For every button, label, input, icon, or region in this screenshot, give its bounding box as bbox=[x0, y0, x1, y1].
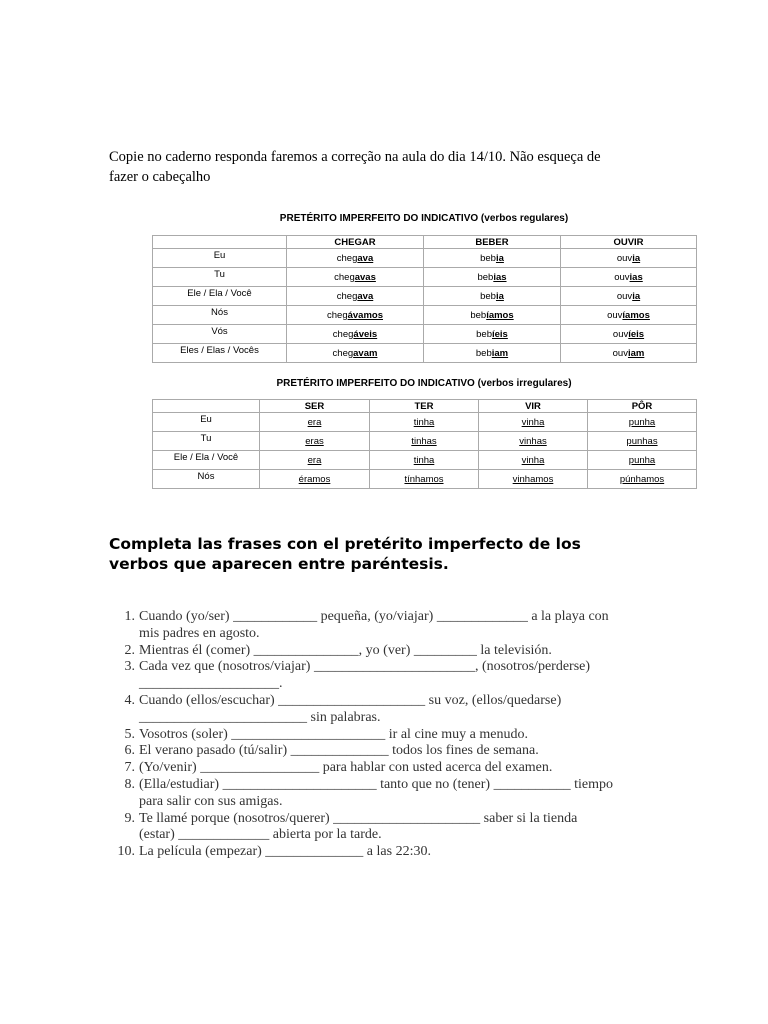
verb-stem: cheg bbox=[332, 347, 354, 359]
table-row bbox=[153, 470, 697, 489]
conjugation-cell bbox=[424, 344, 561, 363]
conjugation-cell bbox=[260, 470, 370, 489]
pronoun-cell: Eu bbox=[153, 249, 287, 268]
verb-form: tínhamos bbox=[404, 473, 444, 485]
verb-ending: ia bbox=[495, 290, 504, 302]
sentence-line: (estar) _____________ abierta por la tarde. bbox=[139, 827, 382, 843]
list-item bbox=[109, 609, 679, 643]
intro-line: fazer o cabeçalho bbox=[109, 169, 211, 185]
verb-stem: beb bbox=[480, 290, 496, 302]
table-header-cell: BEBER bbox=[424, 236, 561, 249]
conjugation-cell bbox=[287, 287, 424, 306]
table-row bbox=[153, 432, 697, 451]
verb-form: vinhas bbox=[519, 435, 547, 447]
conjugation-cell bbox=[287, 249, 424, 268]
conjugation-cell bbox=[479, 470, 588, 489]
list-item bbox=[109, 760, 679, 777]
verb-form: vinha bbox=[521, 454, 545, 466]
sentence-line: (Yo/venir) _________________ para hablar con usted acerca del examen. bbox=[139, 760, 553, 776]
verb-form: tinha bbox=[413, 454, 435, 466]
table-header-cell: VIR bbox=[479, 400, 588, 413]
verb-stem: ouv bbox=[612, 328, 629, 340]
table-header-cell: TER bbox=[370, 400, 479, 413]
conjugation-cell bbox=[561, 344, 697, 363]
verb-stem: beb bbox=[476, 328, 492, 340]
verb-stem: beb bbox=[480, 252, 496, 264]
pronoun-cell: Tu bbox=[153, 268, 287, 287]
item-number: 3. bbox=[124, 659, 135, 675]
table-row bbox=[153, 344, 697, 363]
verb-ending: íamos bbox=[622, 309, 650, 321]
conjugation-cell bbox=[561, 325, 697, 344]
item-number: 2. bbox=[124, 642, 135, 658]
pronoun-cell: Eles / Elas / Vocês bbox=[153, 344, 287, 363]
conjugation-cell bbox=[287, 344, 424, 363]
table-header-cell: SER bbox=[260, 400, 370, 413]
verb-form: punha bbox=[628, 416, 656, 428]
list-item bbox=[109, 659, 679, 693]
item-number: 9. bbox=[124, 810, 135, 826]
verb-ending: ávamos bbox=[347, 309, 383, 321]
sentence-line: mis padres en agosto. bbox=[139, 625, 260, 641]
sentence-line: para salir con sus amigas. bbox=[139, 793, 283, 809]
pronoun-cell: Nós bbox=[153, 306, 287, 325]
sentence-line: ____________________. bbox=[139, 676, 283, 692]
verb-form: eras bbox=[305, 435, 324, 447]
item-number: 6. bbox=[124, 743, 135, 759]
verb-form: era bbox=[307, 416, 322, 428]
pronoun-cell: Vós bbox=[153, 325, 287, 344]
pronoun-cell: Ele / Ela / Você bbox=[153, 451, 260, 470]
conjugation-cell bbox=[370, 432, 479, 451]
sentence-line: Cada vez que (nosotros/viajar) _______________________, (nosotros/perderse) bbox=[139, 659, 591, 675]
verb-form: tinha bbox=[413, 416, 435, 428]
conjugation-cell bbox=[588, 432, 697, 451]
conjugation-cell bbox=[588, 470, 697, 489]
table-row bbox=[153, 306, 697, 325]
table-header-cell: OUVIR bbox=[561, 236, 697, 249]
conjugation-cell bbox=[479, 451, 588, 470]
conjugation-cell bbox=[424, 287, 561, 306]
verb-stem: cheg bbox=[334, 271, 355, 283]
conjugation-cell bbox=[260, 413, 370, 432]
verb-stem: ouv bbox=[614, 271, 630, 283]
verb-form: vinhamos bbox=[512, 473, 554, 485]
regular-verbs-caption: PRETÉRITO IMPERFEITO DO INDICATIVO (verbos regulares) bbox=[279, 213, 569, 224]
intro-line: Copie no caderno responda faremos a correção na aula do dia 14/10. Não esqueça de bbox=[109, 149, 601, 165]
conjugation-cell bbox=[561, 249, 697, 268]
verb-ending: ava bbox=[357, 290, 374, 302]
heading-line: Completa las frases con el pretérito imperfecto de los bbox=[109, 535, 581, 553]
exercise-list bbox=[109, 609, 679, 861]
conjugation-cell bbox=[287, 325, 424, 344]
verb-ending: ias bbox=[493, 271, 507, 283]
verb-ending: íeis bbox=[628, 328, 645, 340]
table-row bbox=[153, 249, 697, 268]
verb-form: tinhas bbox=[411, 435, 437, 447]
verb-ending: ia bbox=[632, 252, 641, 264]
pronoun-cell: Tu bbox=[153, 432, 260, 451]
exercise-heading bbox=[109, 534, 669, 574]
verb-ending: ia bbox=[495, 252, 504, 264]
verb-stem: ouv bbox=[616, 290, 633, 302]
pronoun-cell: Eu bbox=[153, 413, 260, 432]
table-header-cell: CHEGAR bbox=[287, 236, 424, 249]
sentence-line: Te llamé porque (nosotros/querer) _____________________ saber si la tienda bbox=[139, 810, 578, 826]
sentence-line: El verano pasado (tú/salir) ______________ todos los fines de semana. bbox=[139, 743, 539, 759]
list-item bbox=[109, 743, 679, 760]
conjugation-cell bbox=[370, 451, 479, 470]
verb-ending: ia bbox=[632, 290, 641, 302]
conjugation-cell bbox=[561, 306, 697, 325]
conjugation-cell bbox=[260, 432, 370, 451]
irregular-verbs-caption: PRETÉRITO IMPERFEITO DO INDICATIVO (verbos irregulares) bbox=[276, 378, 572, 389]
conjugation-cell bbox=[424, 268, 561, 287]
sentence-line: ________________________ sin palabras. bbox=[139, 709, 381, 725]
irregular-verbs-table bbox=[152, 399, 697, 489]
conjugation-cell bbox=[370, 470, 479, 489]
verb-stem: beb bbox=[470, 309, 487, 321]
conjugation-cell bbox=[287, 268, 424, 287]
list-item bbox=[109, 727, 679, 744]
item-number: 4. bbox=[124, 692, 135, 708]
list-item bbox=[109, 643, 679, 660]
sentence-line: (Ella/estudiar) ______________________ tanto que no (tener) ___________ tiempo bbox=[139, 776, 613, 792]
verb-stem: cheg bbox=[332, 328, 354, 340]
list-item bbox=[109, 844, 679, 861]
conjugation-cell bbox=[479, 413, 588, 432]
verb-ending: íeis bbox=[492, 328, 508, 340]
table-header-row bbox=[153, 236, 697, 249]
verb-stem: ouv bbox=[612, 347, 628, 359]
pronoun-cell: Nós bbox=[153, 470, 260, 489]
verb-ending: ias bbox=[629, 271, 643, 283]
table-header-cell bbox=[153, 236, 287, 249]
list-item bbox=[109, 811, 679, 845]
verb-form: punha bbox=[628, 454, 656, 466]
verb-stem: beb bbox=[475, 347, 492, 359]
conjugation-cell bbox=[260, 451, 370, 470]
verb-ending: iam bbox=[491, 347, 509, 359]
heading-line: verbos que aparecen entre paréntesis. bbox=[109, 555, 449, 573]
table-row bbox=[153, 268, 697, 287]
conjugation-cell bbox=[588, 413, 697, 432]
verb-stem: cheg bbox=[336, 252, 358, 264]
intro-paragraph bbox=[109, 147, 669, 187]
conjugation-cell bbox=[588, 451, 697, 470]
item-number: 8. bbox=[124, 776, 135, 792]
verb-form: era bbox=[307, 454, 322, 466]
sentence-line: Cuando (ellos/escuchar) _____________________ su voz, (ellos/quedarse) bbox=[139, 692, 562, 708]
verb-stem: ouv bbox=[607, 309, 623, 321]
conjugation-cell bbox=[424, 325, 561, 344]
verb-stem: cheg bbox=[327, 309, 348, 321]
verb-ending: iam bbox=[627, 347, 645, 359]
conjugation-cell bbox=[424, 249, 561, 268]
verb-form: púnhamos bbox=[619, 473, 665, 485]
sentence-line: Vosotros (soler) ______________________ ir al cine muy a menudo. bbox=[139, 726, 528, 742]
table-header-cell bbox=[153, 400, 260, 413]
verb-ending: avam bbox=[353, 347, 378, 359]
table-row bbox=[153, 413, 697, 432]
conjugation-cell bbox=[561, 287, 697, 306]
verb-ending: íamos bbox=[486, 309, 514, 321]
conjugation-cell bbox=[370, 413, 479, 432]
pronoun-cell: Ele / Ela / Você bbox=[153, 287, 287, 306]
sentence-line: Mientras él (comer) _______________, yo (ver) _________ la televisión. bbox=[139, 642, 552, 658]
verb-ending: áveis bbox=[353, 328, 378, 340]
regular-verbs-table bbox=[152, 235, 697, 363]
item-number: 5. bbox=[124, 726, 135, 742]
item-number: 7. bbox=[124, 760, 135, 776]
verb-ending: avas bbox=[354, 271, 376, 283]
verb-form: vinha bbox=[521, 416, 545, 428]
verb-stem: ouv bbox=[616, 252, 633, 264]
table-header-row bbox=[153, 400, 697, 413]
list-item bbox=[109, 693, 679, 727]
list-item bbox=[109, 777, 679, 811]
sentence-line: La película (empezar) ______________ a las 22:30. bbox=[139, 844, 431, 860]
conjugation-cell bbox=[479, 432, 588, 451]
verb-stem: beb bbox=[477, 271, 494, 283]
conjugation-cell bbox=[287, 306, 424, 325]
table-row bbox=[153, 451, 697, 470]
verb-stem: cheg bbox=[336, 290, 358, 302]
table-row bbox=[153, 287, 697, 306]
verb-form: éramos bbox=[298, 473, 331, 485]
table-row bbox=[153, 325, 697, 344]
conjugation-cell bbox=[424, 306, 561, 325]
table-header-cell: PÔR bbox=[588, 400, 697, 413]
verb-form: punhas bbox=[626, 435, 658, 447]
item-number: 1. bbox=[124, 609, 135, 624]
conjugation-cell bbox=[561, 268, 697, 287]
item-number: 10. bbox=[117, 844, 135, 860]
verb-ending: ava bbox=[357, 252, 374, 264]
sentence-line: Cuando (yo/ser) ____________ pequeña, (yo/viajar) _____________ a la playa con bbox=[139, 609, 609, 624]
